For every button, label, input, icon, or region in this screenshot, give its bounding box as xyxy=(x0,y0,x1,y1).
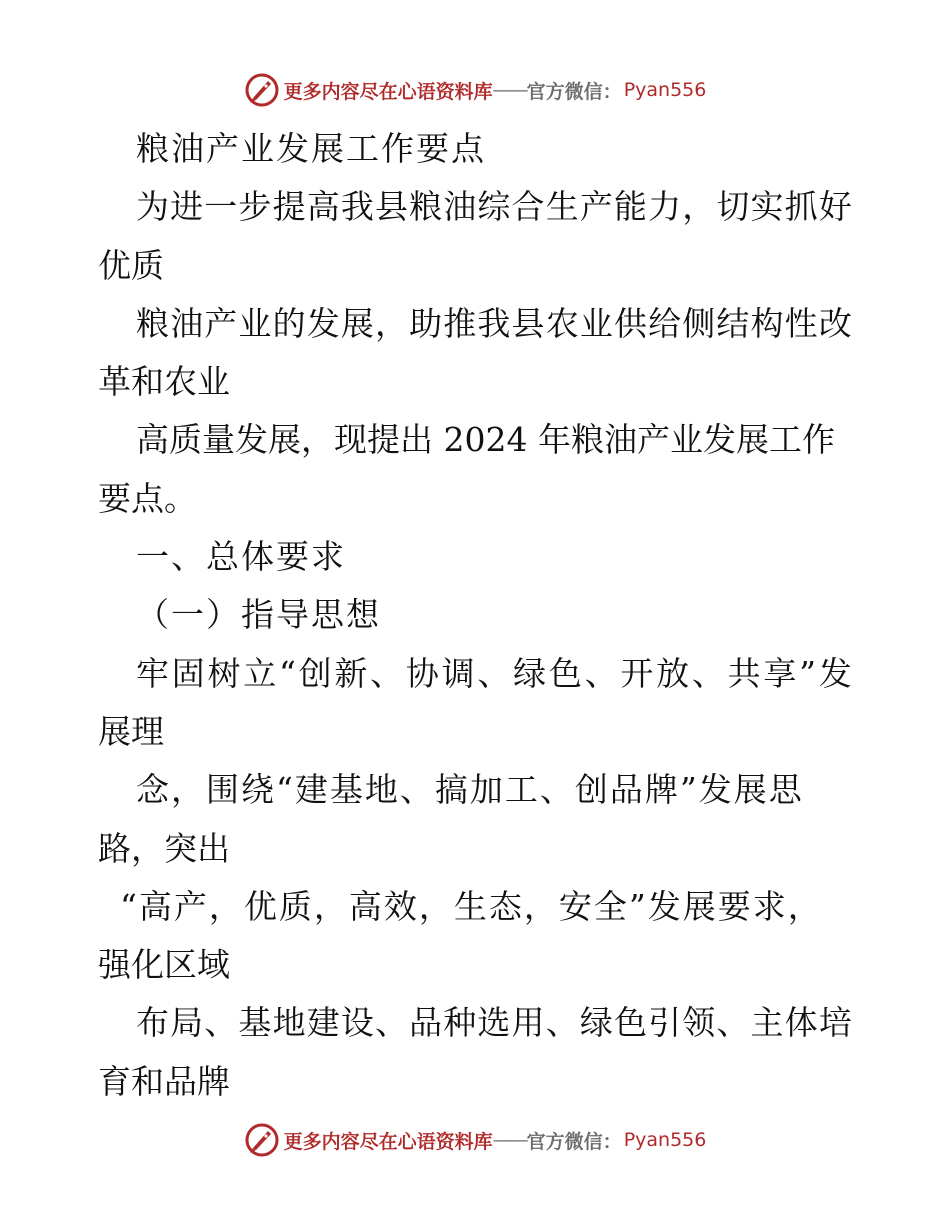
paragraph-line: “高产，优质，高效，生态，安全”发展要求， xyxy=(120,886,823,926)
banner-brand: 更多内容尽在心语资料库 xyxy=(283,80,493,103)
subsection-heading: （一）指导思想 xyxy=(136,595,381,635)
document-title: 粮油产业发展工作要点 xyxy=(136,129,486,168)
paragraph-line: 强化区域 xyxy=(98,945,230,985)
paragraph-line: 念，围绕“建基地、搞加工、创品牌”发展思 xyxy=(136,770,804,810)
paragraph-line: 优质 xyxy=(98,245,164,285)
document-body xyxy=(98,120,852,1111)
section-heading: 一、总体要求 xyxy=(136,537,346,577)
paragraph-line: 路，突出 xyxy=(98,828,230,868)
banner-dash: —— xyxy=(492,1129,527,1151)
banner-dash: —— xyxy=(492,79,527,101)
paragraph-line: 育和品牌 xyxy=(98,1061,230,1101)
paragraph-line: 牢 固 树 立 “ 创 新 、 协 调 、 绿 色 、 开 放 、 共 享 ” 发 xyxy=(136,653,852,693)
paragraph-line: 革和农业 xyxy=(98,362,230,402)
quill-pen-circle-icon xyxy=(244,1122,280,1158)
banner-wechat-id: Pyan556 xyxy=(623,1129,707,1151)
banner-brand: 更多内容尽在心语资料库 xyxy=(283,1130,493,1153)
banner-official-label: 官方微信： xyxy=(526,1130,622,1153)
paragraph-line: 高质量发展，现提出 2024 年粮油产业发展工作 xyxy=(136,420,835,460)
banner-official-label: 官方微信： xyxy=(526,80,622,103)
header-banner xyxy=(0,70,950,110)
paragraph-line: 展理 xyxy=(98,711,164,751)
quill-pen-circle-icon xyxy=(244,72,280,108)
paragraph-line: 粮 油 产 业 的 发 展 ， 助 推 我 县 农 业 供 给 侧 结 构 性 改 xyxy=(136,303,852,343)
paragraph-line: 要点。 xyxy=(98,478,197,518)
paragraph-line: 布 局 、 基 地 建 设 、 品 种 选 用 、 绿 色 引 领 、 主 体 培 xyxy=(136,1003,852,1043)
paragraph-line: 为 进 一 步 提 高 我 县 粮 油 综 合 生 产 能 力 ， 切 实 抓 好 xyxy=(136,187,852,227)
banner-wechat-id: Pyan556 xyxy=(623,79,707,101)
footer-banner xyxy=(0,1120,950,1160)
